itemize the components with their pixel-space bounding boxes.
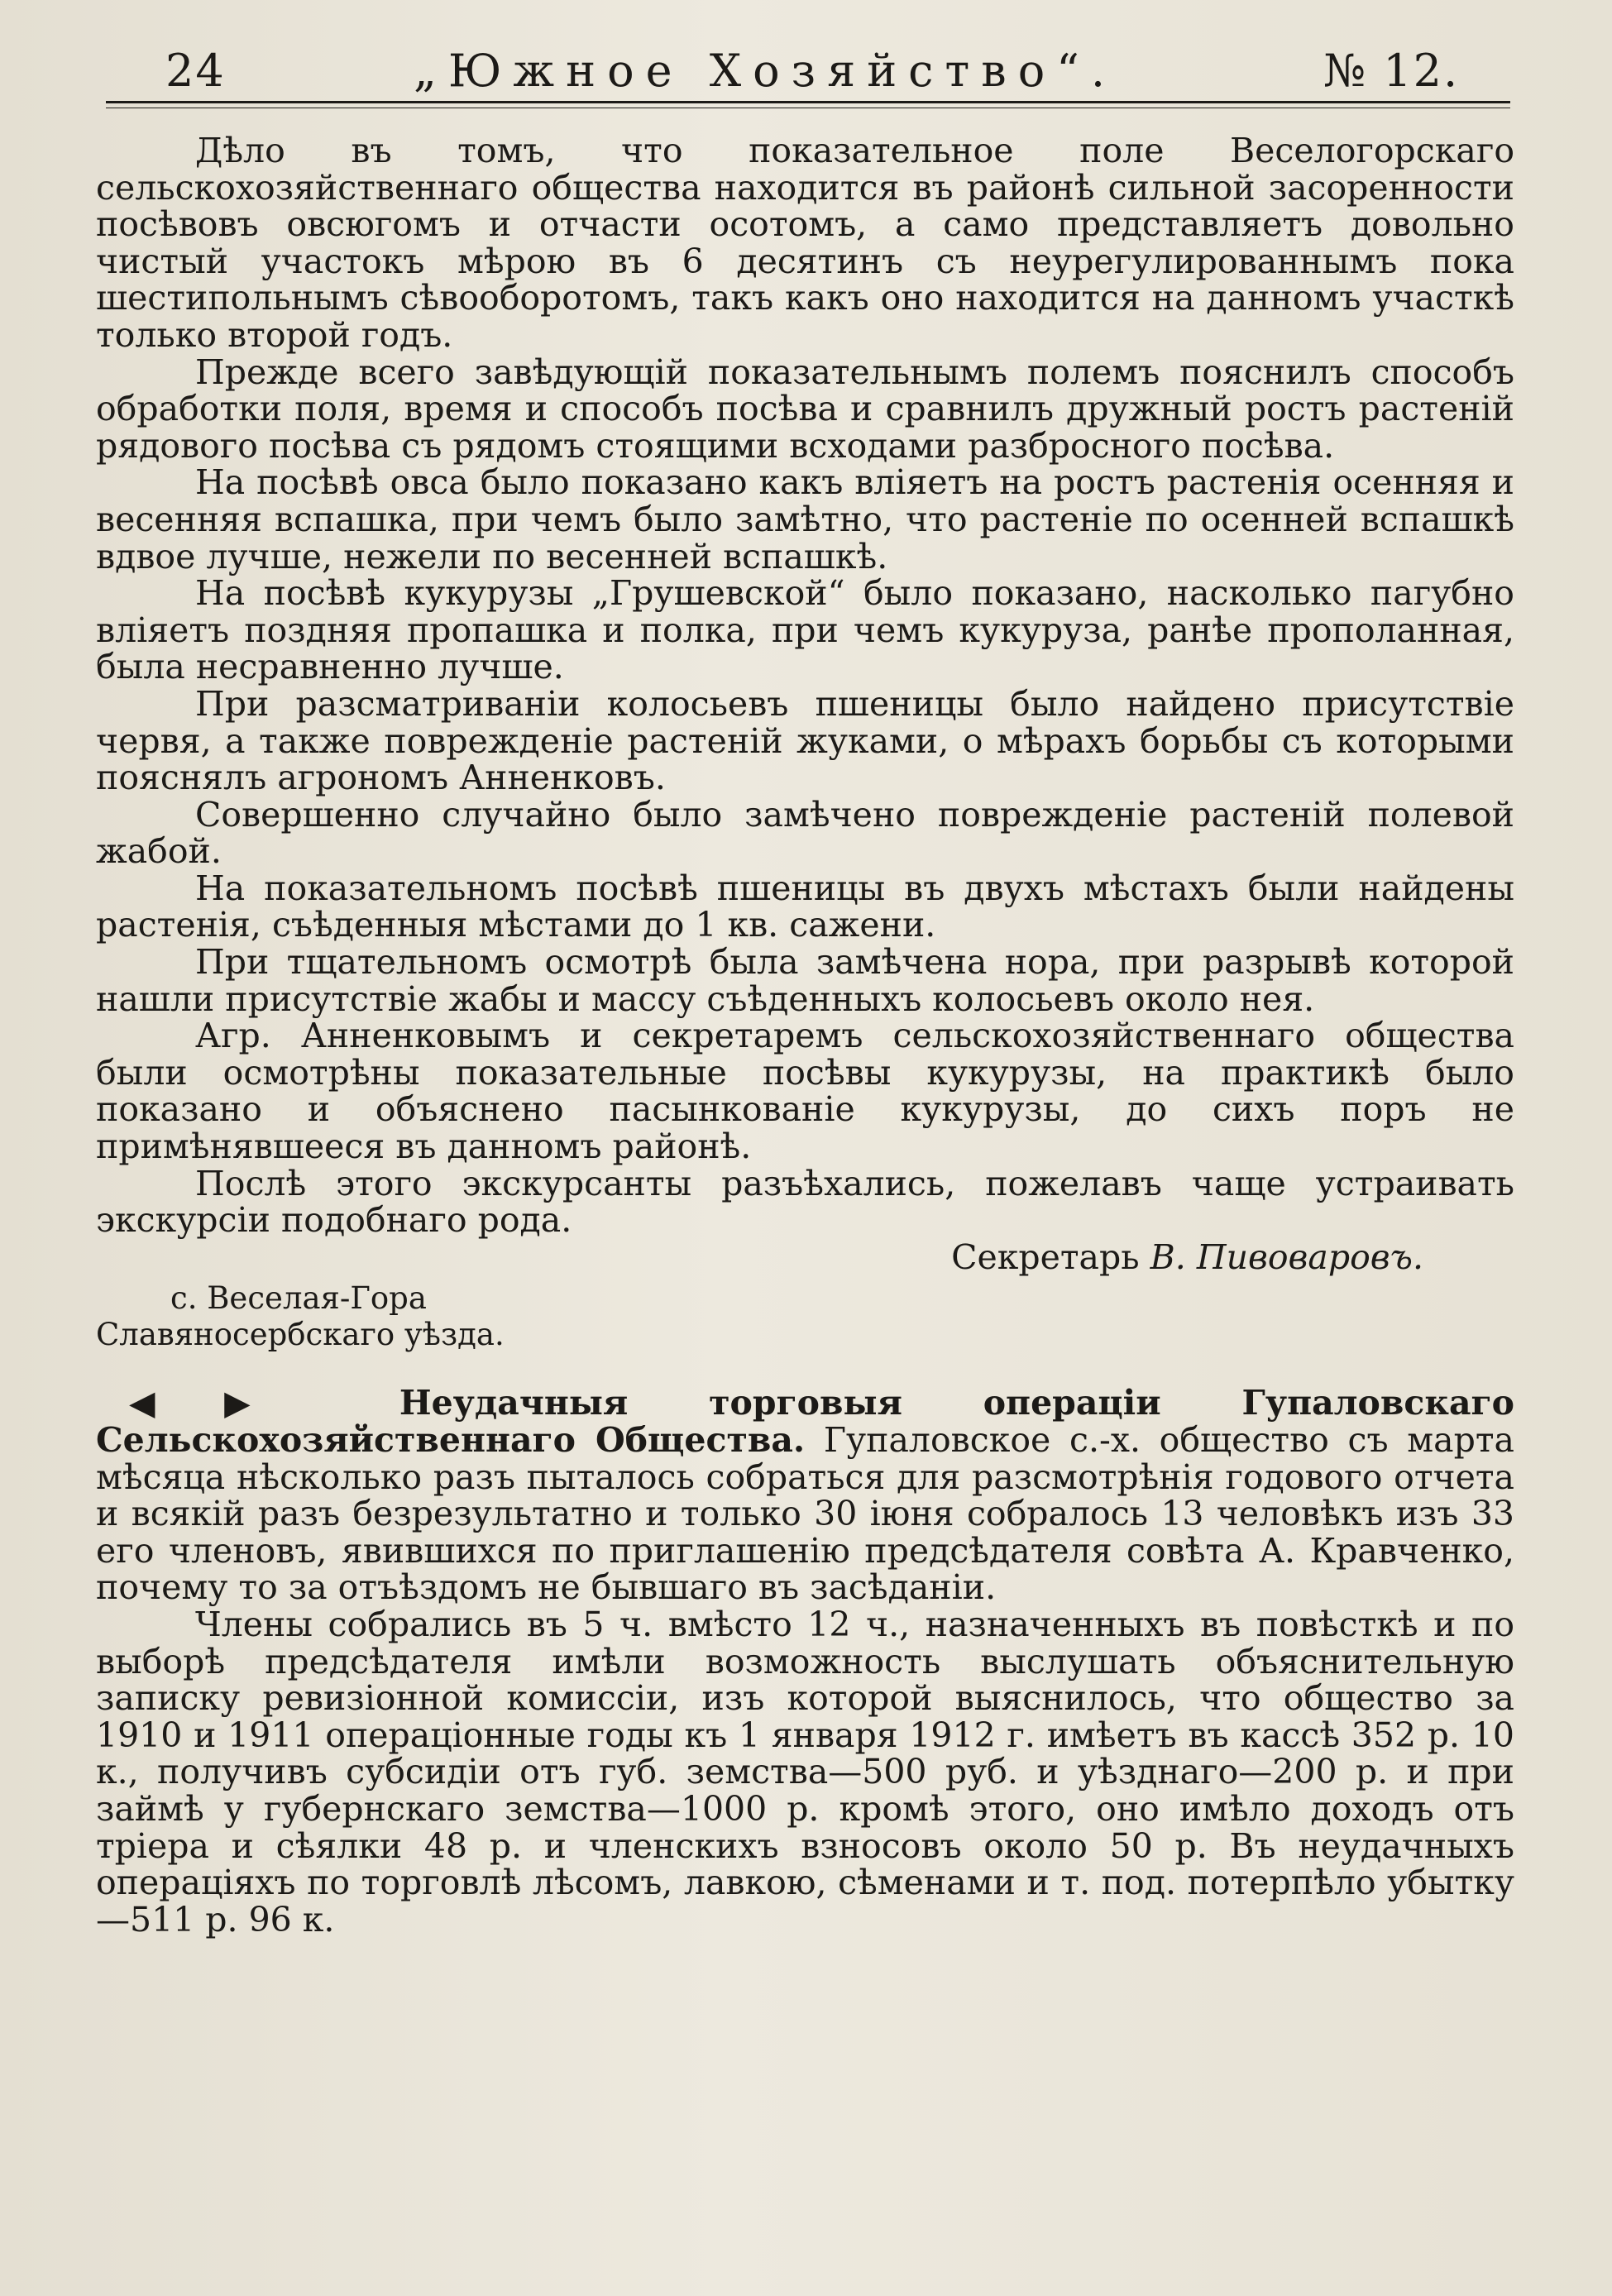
paragraph: Дѣло въ томъ, что показательное поле Веселогорскаго сельскохозяйственнаго общества находится въ районѣ сильной засоренности посѣвовъ овсюгомъ и отчасти осотомъ, а само представляетъ довольно чистый участокъ мѣрою въ 6 десятинъ съ неурегулированнымъ пока шестипольнымъ сѣвооборотомъ, такъ какъ оно находится на данномъ участкѣ только второй годъ. xyxy=(96,131,1514,355)
paragraph: На посѣвѣ кукурузы „Грушевской“ было показано, насколько пагубно вліяетъ поздняя пропашка и полка, при чемъ кукуруза, ранѣе прополанная, была несравненно лучше. xyxy=(96,573,1514,687)
issue-number: № 12. xyxy=(1323,45,1460,97)
paragraph: При тщательномъ осмотрѣ была замѣчена нора, при разрывѣ которой нашли присутствіе жабы и массу съѣденныхъ колосьевъ около нея. xyxy=(96,942,1514,1019)
paragraph: При разсматриваніи колосьевъ пшеницы было найдено присутствіе червя, а также поврежденіе растеній жуками, о мѣрахъ борьбы съ которыми пояснялъ агрономъ Анненковъ. xyxy=(96,683,1514,798)
page-number: 24 xyxy=(165,45,226,97)
page-body xyxy=(96,132,1514,1938)
section-marker-icon: ◀▶ xyxy=(129,1383,320,1423)
paragraph: На посѣвѣ овса было показано какъ вліяетъ на ростъ растенія осенняя и весенняя вспашка, при чемъ было замѣтно, что растеніе по осенней вспашкѣ вдвое лучше, нежели по весенней вспашкѣ. xyxy=(96,462,1514,576)
signature xyxy=(96,1236,1514,1277)
article-title: Неудачныя торговыя операціи Гупаловскаго Сельскохозяйственнаго Общества. xyxy=(96,1383,1514,1460)
paragraph: Агр. Анненковымъ и секретаремъ сельскохозяйственнаго общества были осмотрѣны показательные посѣвы кукурузы, на практикѣ было показано и объяснено пасынкованіе кукурузы, до сихъ поръ не примѣнявшееся въ данномъ районѣ. xyxy=(96,1016,1514,1167)
article-excursion xyxy=(96,132,1514,1353)
signature-role: Секретарь xyxy=(951,1236,1140,1277)
paragraph xyxy=(96,1385,1514,1606)
journal-title: „Южное Хозяйство“. xyxy=(414,45,1117,97)
paragraph: Совершенно случайно было замѣчено поврежденіе растеній полевой жабой. xyxy=(96,794,1514,872)
article-text: Гупаловское с.-х. общество съ марта мѣсяца нѣсколько разъ пыталось собраться для разсмотрѣнія годового отчета и всякій разъ безрезультатно и только 30 іюня собралось 13 человѣкъ изъ 33 его членовъ, явившихся по приглашенію предсѣдателя совѣта А. Кравченко, почему то за отъѣздомъ не бывшаго въ засѣданіи. xyxy=(96,1420,1514,1608)
place-village: с. Веселая-Гора xyxy=(170,1280,427,1317)
paragraph: Прежде всего завѣдующій показательнымъ полемъ пояснилъ способъ обработки поля, время и способъ посѣва и сравнилъ дружный ростъ растеній рядового посѣва съ рядомъ стоящими всходами разбросного посѣва. xyxy=(96,352,1514,466)
header-rule-thick xyxy=(106,101,1510,103)
signature-name: В. Пивоваровъ. xyxy=(1150,1236,1423,1277)
paragraph: На показательномъ посѣвѣ пшеницы въ двухъ мѣстахъ были найдены растенія, съѣденныя мѣстами до 1 кв. сажени. xyxy=(96,868,1514,945)
place-district: Славяносербскаго уѣзда. xyxy=(96,1317,505,1353)
paragraph: Члены собрались въ 5 ч. вмѣсто 12 ч., назначенныхъ въ повѣсткѣ и по выборѣ предсѣдателя имѣли возможность выслушать объяснительную записку ревизіонной комиссіи, изъ которой выяснилось, что общество за 1910 и 1911 операціонные годы къ 1 января 1912 г. имѣетъ въ кассѣ 352 р. 10 к., получивъ субсидіи отъ губ. земства—500 руб. и уѣзднаго—200 р. и при займѣ у губернскаго земства—1000 р. кромѣ этого, оно имѣло доходъ отъ тріера и сѣялки 48 р. и членскихъ взносовъ около 50 р. Въ неудачныхъ операціяхъ по торговлѣ лѣсомъ, лавкою, сѣменами и т. под. потерпѣло убытку—511 р. 96 к. xyxy=(96,1604,1514,1940)
article-gupalovka xyxy=(96,1385,1514,1938)
page-header xyxy=(99,33,1514,108)
paragraph: Послѣ этого экскурсанты разъѣхались, пожелавъ чаще устраивать экскурсіи подобнаго рода. xyxy=(96,1163,1514,1241)
